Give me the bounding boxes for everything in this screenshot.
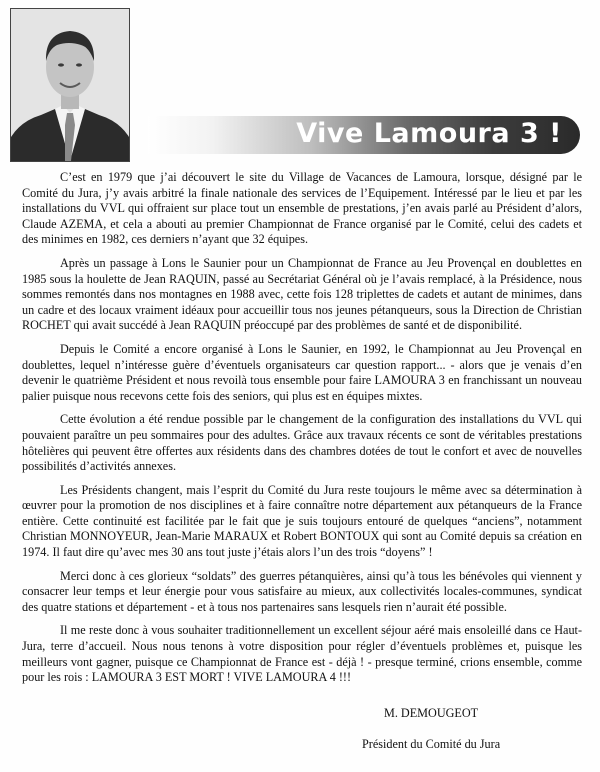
paragraph: Merci donc à ces glorieux “soldats” des guerres pétanquières, ainsi qu’à tous les bénévoles qui viennent y consacrer leur temps et leur énergie pour vous satisfaire au mieux, aux collectivités locales-communes, syndicat des quatre stations et département - et à tous nos partenaires sans lesquels rien n’aurait été possible.: [22, 568, 582, 614]
title-banner: [148, 116, 580, 154]
paragraph: Les Présidents changent, mais l’esprit du Comité du Jura reste toujours le même avec sa détermination à œuvrer pour la promotion de nos disciplines et à faire connaître notre département aux pétanqueurs de la France entière. Cette continuité est facilitée par le fait que je suis toujours entouré de quelques “anciens”, notamment Christian MONNOYEUR, Jean-Marie MARAUX et Robert BONTOUX qui sont au Comité depuis sa création en 1974. Il faut dire qu’avec mes 30 ans tout juste j’étais alors l’un des trois “doyens” !: [22, 482, 582, 560]
paragraph: C’est en 1979 que j’ai découvert le site du Village de Vacances de Lamoura, lorsque, désigné par le Comité du Jura, j’y avais arbitré la finale nationale des services de l’Equipement. Intéressé par le lieu et par les installations du VVL qui offraient sur place tout un ensemble de prestations, j’en avais parlé au Président d’alors, Claude AZEMA, et cela a abouti au premier Championnat de France organisé par le Comité, celui des cadets et des minimes en 1982, ces derniers n’ayant que 32 équipes.: [22, 170, 582, 247]
signature-role: Président du Comité du Jura: [362, 737, 501, 751]
author-portrait-photo: [10, 8, 130, 162]
paragraph: Il me reste donc à vous souhaiter traditionnellement un excellent séjour aéré mais ensoleillé dans ce Haut-Jura, terre d’accueil. Nous nous tenons à votre disposition pour régler d’éventuels problèmes et, puisque les meilleurs vont gagner, puisque ce Championnat de France est - déjà ! - presque terminé, crions ensemble, comme pour les rois : LAMOURA 3 EST MORT ! VIVE LAMOURA 4 !!!: [22, 623, 582, 685]
paragraph: Après un passage à Lons le Saunier pour un Championnat de France au Jeu Provençal en doublettes en 1985 sous la houlette de Jean RAQUIN, passé au Secrétariat Général où je l’avais remplacé, à la Présidence, nous sommes remontés dans nos montagnes en 1988 avec, cette fois 128 triplettes de cadets et autant de minimes, dans un cadre et des locaux vraiment idéaux pour accueillir tous nos jeunes pétanqueurs, sous la Direction de Christian ROCHET qui avait succédé à Jean RAQUIN préoccupé par des problèmes de santé et de disponibilité.: [22, 255, 582, 333]
page-title: Vive Lamoura 3 !: [296, 118, 562, 149]
letter-body: [22, 170, 582, 694]
signature-name: M. DEMOUGEOT: [384, 706, 479, 720]
portrait-illustration: [11, 9, 129, 161]
paragraph: Cette évolution a été rendue possible par le changement de la configuration des installations du VVL qui pouvaient paraître un peu sommaires pour des adultes. Grâce aux travaux récents ce sont de véritables prestations hôtelières qui peuvent être offertes aux résidents dans des chambres dotées de tout le confort et avec de nouvelles possibilités d’activités annexes.: [22, 412, 582, 474]
paragraph: Depuis le Comité a encore organisé à Lons le Saunier, en 1992, le Championnat au Jeu Provençal en doublettes, lequel n’intéresse guère d’éventuels organisateurs car question rapport... - alors que je venais d’en devenir le quatrième Président et nous revoilà tous ensemble pour faire LAMOURA 3 en franchissant un nouveau palier puisque nous recevons cette fois des seniors, qui plus est en équipes mixtes.: [22, 341, 582, 403]
signature-block: [362, 706, 500, 752]
